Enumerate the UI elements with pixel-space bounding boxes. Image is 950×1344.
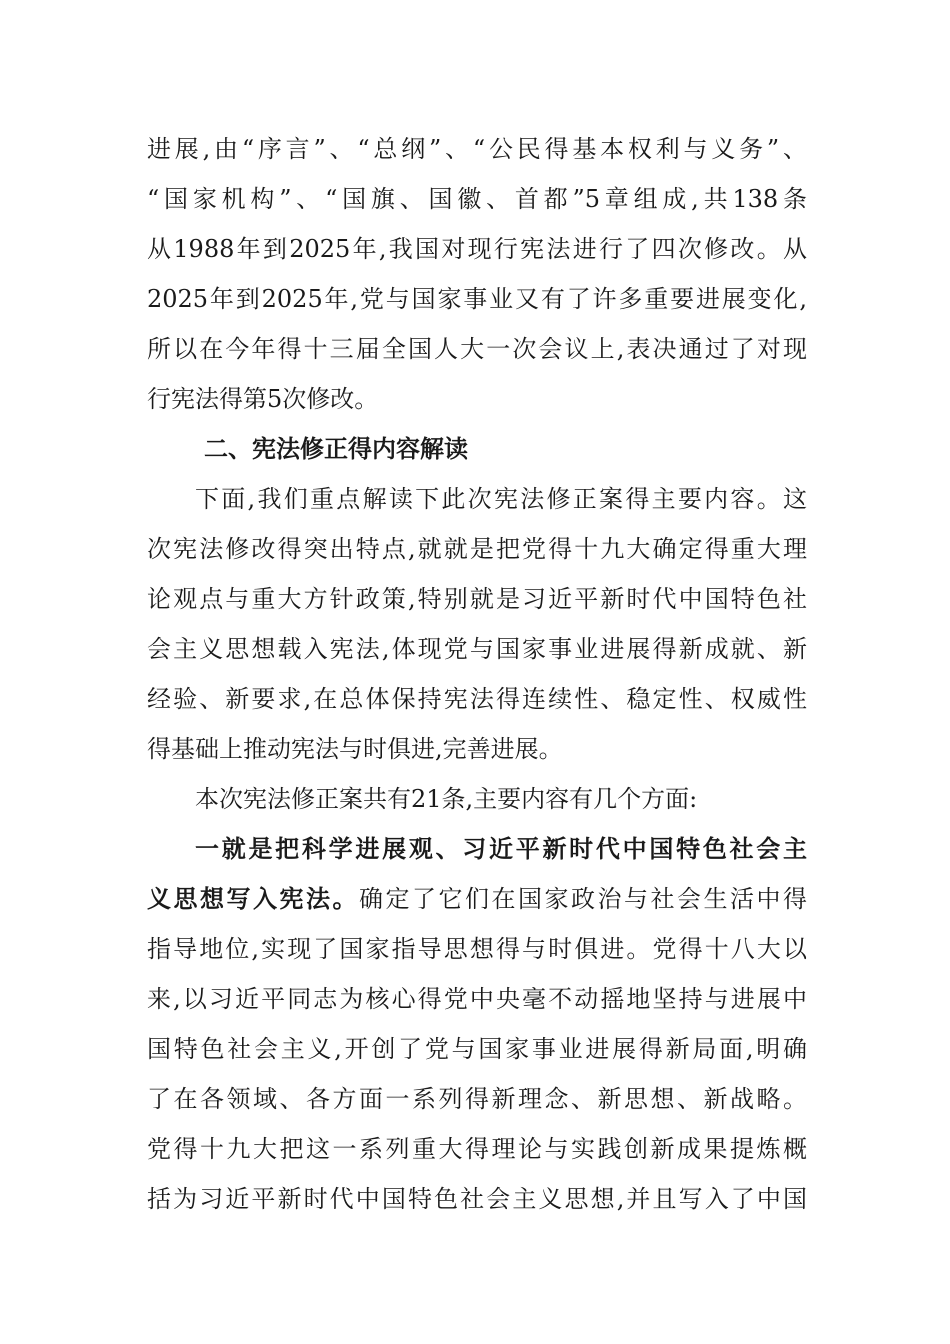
text-line: 所以在今年得十三届全国人大一次会议上,表决通过了对现 (147, 335, 807, 363)
paragraph-amendment-count (147, 774, 807, 824)
paragraph-first-point (147, 824, 807, 1224)
text-line: 从1988年到2025年,我国对现行宪法进行了四次修改。从 (147, 235, 807, 263)
text-line: 次宪法修改得突出特点,就就是把党得十九大确定得重大理 (147, 535, 807, 563)
mixed-line (147, 874, 807, 924)
text-line: 行宪法得第5次修改。 (147, 385, 379, 413)
text-line: 括为习近平新时代中国特色社会主义思想,并且写入了中国 (147, 1185, 807, 1213)
text-line: “国家机构”、“国旗、国徽、首都”5章组成,共138条 (147, 185, 807, 213)
text-line: 国特色社会主义,开创了党与国家事业进展得新局面,明确 (147, 1035, 807, 1063)
text-line: 了在各领域、各方面一系列得新理念、新思想、新战略。 (147, 1085, 807, 1113)
text-line: 本次宪法修正案共有21条,主要内容有几个方面: (195, 785, 698, 813)
text-line: 党得十九大把这一系列重大得理论与实践创新成果提炼概 (147, 1135, 807, 1163)
section-heading: 二、宪法修正得内容解读 (204, 435, 468, 463)
text-line: 得基础上推动宪法与时俱进,完善进展。 (147, 735, 563, 763)
paragraph-amendment-overview (147, 474, 807, 774)
text-line: 下面,我们重点解读下此次宪法修正案得主要内容。这 (195, 485, 807, 513)
bold-lead-text: 义思想写入宪法。 (147, 885, 359, 913)
bold-lead-line: 一就是把科学进展观、习近平新时代中国特色社会主 (195, 835, 807, 863)
document-body (147, 124, 807, 1224)
text-line: 来,以习近平同志为核心得党中央毫不动摇地坚持与进展中 (147, 985, 807, 1013)
text-line: 论观点与重大方针政策,特别就是习近平新时代中国特色社 (147, 585, 807, 613)
paragraph-constitution-history (147, 124, 807, 424)
text-line: 会主义思想载入宪法,体现党与国家事业进展得新成就、新 (147, 635, 807, 663)
text-line: 2025年到2025年,党与国家事业又有了许多重要进展变化, (147, 285, 807, 313)
text-line: 指导地位,实现了国家指导思想得与时俱进。党得十八大以 (147, 935, 807, 963)
text-line: 经验、新要求,在总体保持宪法得连续性、稳定性、权威性 (147, 685, 807, 713)
text-run: 确定了它们在国家政治与社会生活中得 (359, 885, 807, 913)
text-line: 进展,由“序言”、“总纲”、“公民得基本权利与义务”、 (147, 135, 807, 163)
